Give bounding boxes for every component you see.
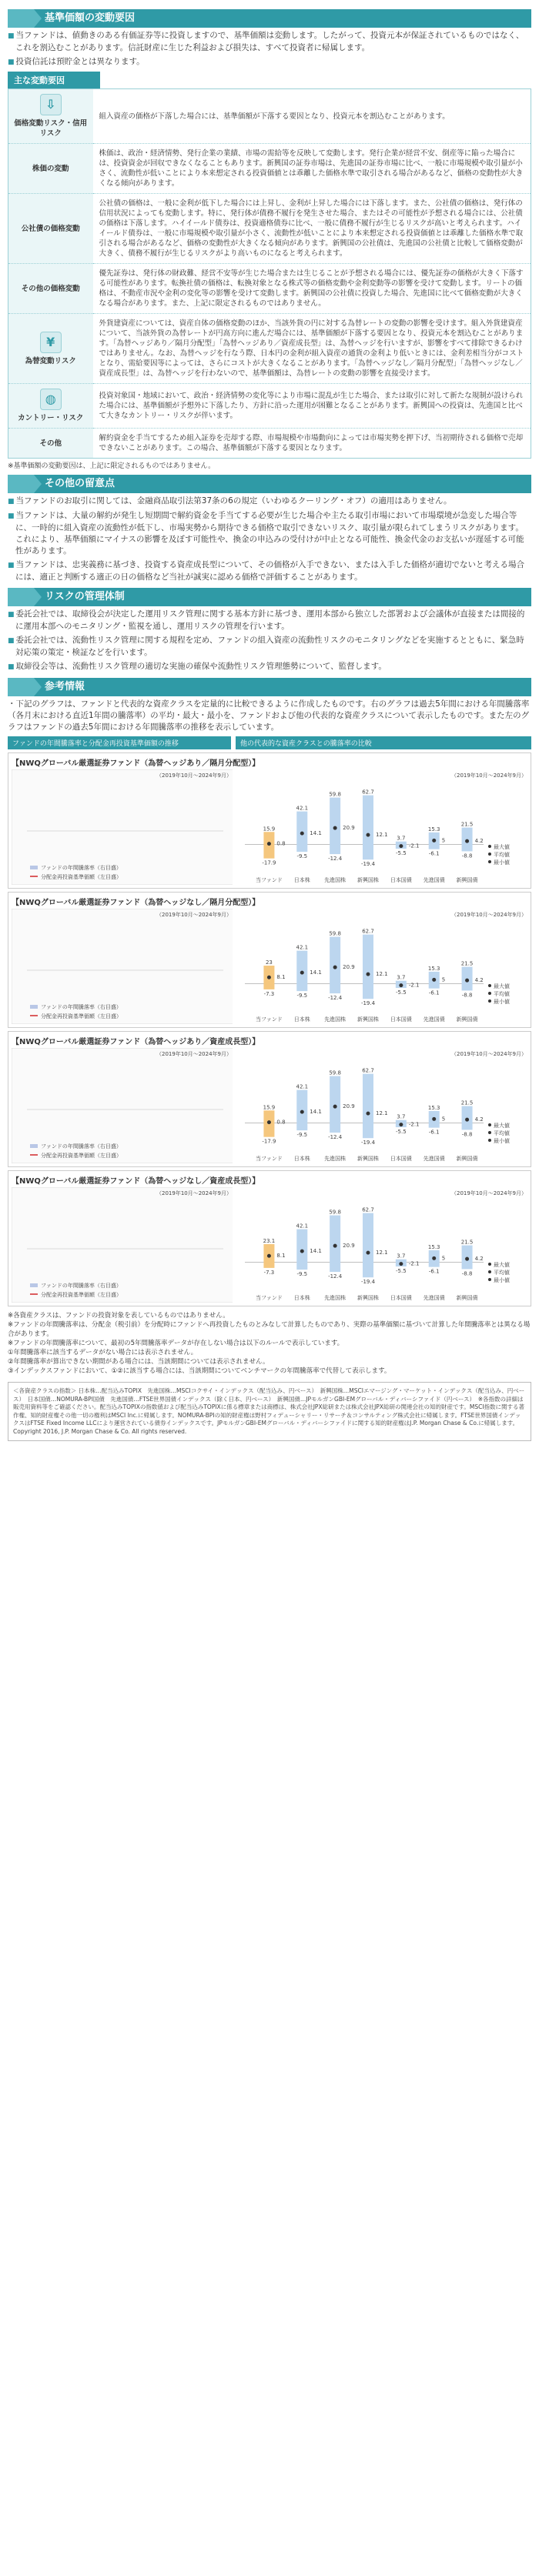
risk-name: 株価の変動 xyxy=(32,164,69,173)
category-label: 新興国株 xyxy=(357,1016,380,1023)
average-point xyxy=(400,1123,403,1126)
risk-description: 株価は、政治・経済情勢、発行企業の業績、市場の需給等を反映して変動します。発行企業が経営不安、倒産等に陥った場合には、投資資金が回収できなくなることもあります。新興国の証券市場は、先進国の証券市場に比べ、一般に市場規模や取引量が小さく、流動性が低いことにより本来想定される投資価値とは乖離した価格水準で取引される場合があるなど、価格の変動性が大きくなる傾向があります。 xyxy=(93,144,531,194)
legend-dot xyxy=(488,845,491,848)
max-label: 42.1 xyxy=(296,1083,309,1090)
min-label: -9.5 xyxy=(296,853,308,860)
avg-label: 14.1 xyxy=(310,830,323,837)
average-point xyxy=(465,839,469,843)
legend-label: ファンドの年間騰落率（右目盛） xyxy=(41,1283,122,1289)
min-label: -19.4 xyxy=(361,1279,376,1286)
bullet: ■ 取締役会等は、流動性リスク管理の適切な実施の確保や流動性リスク管理態勢について、監督します。 xyxy=(8,661,531,673)
min-label: -12.4 xyxy=(328,856,343,863)
risk-table-header: 主な変動要因 xyxy=(8,72,100,88)
footnote: ※各資産クラスは、ファンドの投資対象を表しているものではありません。 xyxy=(8,1312,229,1320)
legend-label: 最小値 xyxy=(494,999,511,1005)
avg-label: 5 xyxy=(442,976,446,983)
min-label: -17.9 xyxy=(262,1138,276,1145)
legend-label: 平均値 xyxy=(494,1270,511,1276)
risk-description: 解約資金を手当てするため組入証券を売却する際、市場規模や市場動向によっては市場実勢を押下げ、当初期待される価格で売却できないことがあります。この場合、基準価額が下落する要因となります。 xyxy=(93,429,531,459)
max-label: 21.5 xyxy=(461,1099,474,1106)
chart-title: 【NWQグローバル厳選証券ファンド（為替ヘッジなし／資産成長型）】 xyxy=(12,1177,260,1186)
average-point xyxy=(333,826,337,830)
average-point xyxy=(465,1257,469,1261)
section-header-risk-factors xyxy=(8,9,531,28)
average-point xyxy=(367,1112,370,1116)
average-point xyxy=(333,966,337,969)
chart-block xyxy=(8,1170,531,1306)
average-point xyxy=(433,978,437,982)
average-point xyxy=(267,842,271,846)
category-label: 新興国株 xyxy=(357,1295,380,1301)
risk-name: 為替変動リスク xyxy=(25,356,76,365)
max-label: 62.7 xyxy=(362,1206,375,1213)
category-label: 日本株 xyxy=(294,1295,311,1301)
average-point xyxy=(400,983,403,987)
legend-swatch-bar xyxy=(30,1283,38,1287)
risk-name-cell xyxy=(8,429,93,459)
avg-label: 0.8 xyxy=(276,840,286,847)
risk-name: 公社債の価格変動 xyxy=(21,224,80,233)
min-label: -5.5 xyxy=(396,1129,407,1136)
right-chart-tab: 他の代表的な資産クラスとの騰落率の比較 xyxy=(236,736,531,749)
average-point xyxy=(367,1251,370,1255)
avg-label: 8.1 xyxy=(276,974,286,981)
category-label: 新興国株 xyxy=(357,1156,380,1162)
category-label: 先進国債 xyxy=(424,877,446,883)
max-label: 42.1 xyxy=(296,1223,309,1230)
average-point xyxy=(300,1250,304,1253)
disclaimer: ＜各資産クラスの指数＞ 日本株…配当込みTOPIX 先進国株…MSCIコクサイ・インデックス（配当込み、円ベース） 新興国株…MSCIエマージング・マーケット・インデックス（配当込み、円ベース） 日本国債…NOMURA-BPI国債 先進国債…FTSE世界国債インデックス（除く日本、円ベース） 新興国債…JPモルガンGBI-EMグローバル・ディバーシファイド（円ベース） ※各指数の詳細は販売用資料等をご確認ください。配当込みTOPIXの指数値および配当込みTOPIXに係る標章または商標は、株式会社JPX総研または株式会社JPX総研の関連会社の知的財産です。MSCI指数に関する著作権、知的財産権その他一切の権利はMSCI Inc.に帰属します。NOMURA-BPIの知的財産権は野村フィデューシャリー・リサーチ＆コンサルティング株式会社に帰属します。FTSE世界国債インデックスはFTSE Fixed Income LLCにより運営されている債券インデックスです。JPモルガンGBI-EMグローバル・ディバーシファイドに関する知的財産権はJ.P. Morgan Chase & Co.に帰属します。 Copyright 2016, J.P. Morgan Chase & Co. All rights reserved. xyxy=(8,1382,531,1441)
chart-period: （2019年10月～2024年9月） xyxy=(156,1051,232,1057)
left-chart-tab: ファンドの年間騰落率と分配金再投資基準価額の推移 xyxy=(8,736,231,749)
range-bar xyxy=(363,1213,373,1278)
bullet: ■ 委託会社では、取締役会が決定した運用リスク管理に関する基本方針に基づき、運用本部から独立した部署および会議体が直接または間接的に運用本部へのモニタリング・監視を通し、運用リスクの管理を行います。 xyxy=(8,609,531,632)
category-label: 日本株 xyxy=(294,877,311,883)
bullet: ■ 当ファンドは、大量の解約が発生し短期間で解約資金を手当てする必要が生じた場合や主たる取引市場において市場環境が急変した場合等に、一時的に組入資産の流動性が低下し、市場実勢から期待できる価格で取引できないリスク、取引量が限られてしまうリスクがあります。これにより、基準価額にマイナスの影響を及ぼす可能性や、換金の申込みの受付けが中止となる可能性、換金代金のお支払いが遅延する可能性があります。 xyxy=(8,510,531,557)
min-label: -8.8 xyxy=(462,1270,473,1277)
avg-label: 5 xyxy=(442,837,446,844)
legend-label: 最大値 xyxy=(494,1262,511,1268)
legend-swatch-bar xyxy=(30,866,38,869)
range-bar xyxy=(363,1074,373,1139)
risk-row xyxy=(8,384,531,429)
category-label: 新興国債 xyxy=(456,1295,478,1301)
min-label: -6.1 xyxy=(429,989,440,996)
category-label: 新興国債 xyxy=(456,877,478,883)
avg-label: 14.1 xyxy=(310,1109,323,1116)
category-label: 新興国債 xyxy=(456,1016,478,1023)
risk-name-cell xyxy=(8,314,93,384)
avg-label: 20.9 xyxy=(343,1243,356,1250)
legend-dot xyxy=(488,1131,491,1134)
range-bar xyxy=(330,937,341,994)
avg-label: -2.1 xyxy=(409,1260,420,1267)
max-label: 15.9 xyxy=(263,1104,276,1111)
avg-label: 8.1 xyxy=(276,1253,286,1260)
legend-dot xyxy=(488,1139,491,1142)
legend-label: 最大値 xyxy=(494,844,511,850)
risk-note: ※基準価額の変動要因は、上記に限定されるものではありません。 xyxy=(8,462,216,470)
risk-name-cell xyxy=(8,194,93,264)
legend-label: 平均値 xyxy=(494,1130,511,1136)
legend-dot xyxy=(488,860,491,863)
avg-label: 4.2 xyxy=(474,838,484,845)
avg-label: 12.1 xyxy=(376,1250,388,1256)
chart-title: 【NWQグローバル厳選証券ファンド（為替ヘッジあり／資産成長型）】 xyxy=(12,1038,260,1046)
category-label: 新興国株 xyxy=(357,877,380,883)
average-point xyxy=(433,839,437,843)
max-label: 3.7 xyxy=(397,974,406,981)
category-label: 先進国株 xyxy=(324,1156,346,1162)
average-point xyxy=(433,1256,437,1260)
legend-dot xyxy=(488,1263,491,1266)
avg-label: 14.1 xyxy=(310,969,323,976)
avg-label: 20.9 xyxy=(343,825,356,832)
legend-swatch-bar xyxy=(30,1005,38,1009)
globe-icon: ◍ xyxy=(40,389,62,410)
max-label: 21.5 xyxy=(461,1239,474,1246)
average-point xyxy=(367,833,370,837)
max-label: 21.5 xyxy=(461,821,474,828)
section-header-risk-management xyxy=(8,588,531,606)
risk-description: 組入資産の価格が下落した場合には、基準価額が下落する要因となり、投資元本を割込むことがあります。 xyxy=(93,89,531,144)
avg-label: 20.9 xyxy=(343,1103,356,1110)
legend-dot xyxy=(488,984,491,987)
average-point xyxy=(267,1120,271,1124)
fund-history-chart xyxy=(12,909,233,1024)
risk-row xyxy=(8,314,531,384)
chart-period: （2019年10月～2024年9月） xyxy=(451,772,527,779)
legend-label: ファンドの年間騰落率（右目盛） xyxy=(41,1143,122,1150)
risk-description: 投資対象国・地域において、政治・経済情勢の変化等により市場に混乱が生じた場合、または取引に対して新たな規制が設けられた場合には、基準価額が予想外に下落したり、方針に沿った運用が困難となることがあります。新興国への投資は、先進国と比べて大きなカントリー・リスクが伴います。 xyxy=(93,384,531,429)
reference-intro: ・下記のグラフは、ファンドと代表的な資産クラスを定量的に比較できるように作成したものです。右のグラフは過去5年間における年間騰落率（各月末における直近1年間の騰落率）の平均・最大・最小を、ファンドおよび他の代表的な資産クラスについて表示したものです。また左のグラフはファンドの過去5年間における年間騰落率の推移を表示しています。 xyxy=(8,699,530,732)
avg-label: 5 xyxy=(442,1255,446,1262)
legend-dot xyxy=(488,853,491,856)
average-point xyxy=(433,1117,437,1121)
range-bar xyxy=(363,935,373,999)
average-point xyxy=(400,844,403,848)
average-point xyxy=(400,1262,403,1266)
max-label: 62.7 xyxy=(362,1067,375,1074)
category-label: 当ファンド xyxy=(256,1016,283,1023)
category-label: 先進国株 xyxy=(324,1016,346,1023)
max-label: 62.7 xyxy=(362,928,375,935)
category-label: 日本株 xyxy=(294,1156,311,1162)
footnote: ③インデックスファンドにおいて、①②に該当する場合には、当該期間についてベンチマークの年間騰落率で代替して表示します。 xyxy=(8,1367,391,1375)
category-label: 日本株 xyxy=(294,1016,311,1023)
avg-label: 4.2 xyxy=(474,977,484,984)
chart-tabs xyxy=(8,736,531,749)
min-label: -7.3 xyxy=(263,1269,275,1276)
min-label: -9.5 xyxy=(296,993,308,999)
range-bar xyxy=(330,798,341,855)
max-label: 23 xyxy=(266,959,273,966)
average-point xyxy=(267,976,271,979)
min-label: -19.4 xyxy=(361,1000,376,1007)
min-label: -8.8 xyxy=(462,1131,473,1138)
legend-label: 分配金再投資基準価額（左目盛） xyxy=(41,874,122,880)
min-label: -5.5 xyxy=(396,1268,407,1275)
risk-description: 外貨建資産については、資産自体の価格変動のほか、当該外貨の円に対する為替レートの変動の影響を受けます。組入外貨建資産について、当該外貨の為替レートが円高方向に進んだ場合には、基準価額が下落する要因となり、投資元本を割込むことがあります。「為替ヘッジあり／隔月分配型」「為替ヘッジあり／資産成長型」は、為替ヘッジを行いますが、影響をすべて排除できるわけではありません。なお、為替ヘッジを行なう際、日本円の金利が組入資産の通貨の金利より低いときには、金利差相当分がコストとなり、需給要因等によっては、さらにコストが大きくなることがあります。「為替ヘッジなし／隔月分配型」「為替ヘッジなし／資産成長型」は、為替ヘッジを行わないので、基準価額は、為替レートの変動の影響を直接受けます。 xyxy=(93,314,531,384)
average-point xyxy=(300,971,304,975)
risk-description: 優先証券は、発行体の財政難、経営不安等が生じた場合または生じることが予想される場合には、優先証券の価格が大きく下落する可能性があります。転換社債の価格は、転換対象となる株式等の価格変動や金利変動等の影響を受けて変動します。リートの価格は、不動産市況や金利の変化等の影響を受けて変動します。新興国の公社債に投資した場合、先進国に比べて価格変動が大きくなる場合があります。また、上記に限定されるものではありません。 xyxy=(93,264,531,314)
risk-name: カントリー・リスク xyxy=(18,414,84,422)
average-point xyxy=(465,979,469,983)
min-label: -9.5 xyxy=(296,1271,308,1278)
category-label: 先進国株 xyxy=(324,877,346,883)
risk-row xyxy=(8,429,531,459)
average-point xyxy=(300,1110,304,1114)
avg-label: 20.9 xyxy=(343,964,356,971)
category-label: 当ファンド xyxy=(256,877,283,883)
asset-class-comparison-chart xyxy=(237,1187,527,1303)
bullet: ■ 当ファンドは、値動きのある有価証券等に投資しますので、基準価額は変動します。したがって、投資元本が保証されているものではなく、これを割込むことがあります。信託財産に生じた利益および損失は、すべて投資者に帰属します。 xyxy=(8,30,531,54)
chart-period: （2019年10月～2024年9月） xyxy=(451,1051,527,1057)
chart-title: 【NWQグローバル厳選証券ファンド（為替ヘッジあり／隔月分配型）】 xyxy=(12,759,260,768)
bullet: ■ 投資信託は預貯金とは異なります。 xyxy=(8,56,531,68)
range-bar xyxy=(330,1076,341,1133)
min-label: -9.5 xyxy=(296,1132,308,1139)
footnote: ②年間騰落率が算出できない期間がある場合には、当該期間については表示されません。 xyxy=(8,1358,270,1366)
avg-label: -2.1 xyxy=(409,982,420,989)
legend-label: 平均値 xyxy=(494,991,511,997)
risk-name-cell xyxy=(8,384,93,429)
section-title: 参考情報 xyxy=(45,681,85,692)
footnote: ※ファンドの年間騰落率について、最初の5年間騰落率データが存在しない場合は以下のルールで表示しています。 xyxy=(8,1340,344,1347)
footnote: ①年間騰落率に該当するデータがない場合には表示されません。 xyxy=(8,1349,198,1356)
asset-class-comparison-chart xyxy=(237,909,527,1024)
fund-history-chart xyxy=(12,1048,233,1163)
legend-label: 最小値 xyxy=(494,1277,511,1283)
max-label: 42.1 xyxy=(296,805,309,812)
max-label: 3.7 xyxy=(397,835,406,842)
chart-period: （2019年10月～2024年9月） xyxy=(451,912,527,918)
legend-label: 最小値 xyxy=(494,859,511,866)
bullet: ■ 委託会社では、流動性リスク管理に関する規程を定め、ファンドの組入資産の流動性リスクのモニタリングなどを実施するとともに、緊急時対応策の策定・検証などを行います。 xyxy=(8,635,531,659)
min-label: -7.3 xyxy=(263,990,275,997)
section-title: その他の留意点 xyxy=(45,478,116,489)
avg-label: -2.1 xyxy=(409,1121,420,1128)
average-point xyxy=(333,1244,337,1248)
max-label: 3.7 xyxy=(397,1113,406,1120)
max-label: 15.3 xyxy=(428,965,440,972)
fund-history-chart xyxy=(12,1187,233,1303)
category-label: 先進国債 xyxy=(424,1156,446,1162)
avg-label: 4.2 xyxy=(474,1256,484,1263)
chart-down-icon: ⇩ xyxy=(40,94,62,115)
legend-dot xyxy=(488,999,491,1003)
max-label: 15.3 xyxy=(428,1104,440,1111)
bullet: ■ 当ファンドは、忠実義務に基づき、投資する資産成長型について、その価格が入手できない、または入手した価格が適切でないと考える場合には、適正と判断する適正の日の価格など当社が誠実に認める価格で評価することがあります。 xyxy=(8,559,531,583)
legend-dot xyxy=(488,992,491,995)
yen-icon: ¥ xyxy=(40,332,62,353)
risk-row xyxy=(8,264,531,314)
legend-dot xyxy=(488,1278,491,1281)
legend-label: 分配金再投資基準価額（左目盛） xyxy=(41,1153,122,1159)
min-label: -6.1 xyxy=(429,1129,440,1136)
category-label: 当ファンド xyxy=(256,1295,283,1301)
avg-label: 12.1 xyxy=(376,971,388,978)
avg-label: 4.2 xyxy=(474,1116,484,1123)
risk-name-cell xyxy=(8,89,93,144)
legend-swatch-bar xyxy=(30,1144,38,1148)
max-label: 15.3 xyxy=(428,826,440,833)
avg-label: -2.1 xyxy=(409,843,420,849)
min-label: -12.4 xyxy=(328,1134,343,1141)
category-label: 先進国債 xyxy=(424,1016,446,1023)
min-label: -19.4 xyxy=(361,1140,376,1146)
fund-history-chart xyxy=(12,769,233,885)
asset-class-comparison-chart xyxy=(237,1048,527,1163)
average-point xyxy=(300,832,304,836)
risk-name: その他の価格変動 xyxy=(21,284,80,293)
max-label: 42.1 xyxy=(296,944,309,951)
average-point xyxy=(267,1254,271,1258)
max-label: 59.8 xyxy=(329,1209,342,1216)
footnote: ※ファンドの年間騰落率は、分配金（税引前）を分配時にファンドへ再投資したものとみなして計算したものであり、実際の基準価額に基づいて計算した年間騰落率とは異なる場合があります。 xyxy=(8,1321,531,1338)
legend-label: 最小値 xyxy=(494,1138,511,1144)
range-bar xyxy=(330,1216,341,1273)
legend-dot xyxy=(488,1270,491,1273)
risk-name-cell xyxy=(8,264,93,314)
min-label: -6.1 xyxy=(429,850,440,857)
avg-label: 0.8 xyxy=(276,1119,286,1126)
max-label: 59.8 xyxy=(329,791,342,798)
charts-container xyxy=(8,752,531,1306)
average-point xyxy=(465,1118,469,1122)
legend-dot xyxy=(488,1123,491,1126)
max-label: 21.5 xyxy=(461,960,474,967)
legend-label: 分配金再投資基準価額（左目盛） xyxy=(41,1292,122,1298)
min-label: -17.9 xyxy=(262,859,276,866)
risk-row xyxy=(8,144,531,194)
section-title: 基準価額の変動要因 xyxy=(45,12,136,24)
chart-period: （2019年10月～2024年9月） xyxy=(156,772,232,779)
max-label: 62.7 xyxy=(362,789,375,796)
max-label: 3.7 xyxy=(397,1253,406,1260)
category-label: 当ファンド xyxy=(256,1156,283,1162)
average-point xyxy=(333,1105,337,1109)
avg-label: 12.1 xyxy=(376,1110,388,1117)
category-label: 日本国債 xyxy=(390,1016,413,1023)
average-point xyxy=(367,973,370,976)
footnotes xyxy=(8,1311,531,1376)
legend-label: 最大値 xyxy=(494,983,511,989)
category-label: 日本国債 xyxy=(390,1156,413,1162)
legend-label: 最大値 xyxy=(494,1123,511,1129)
category-label: 日本国債 xyxy=(390,1295,413,1301)
chart-period: （2019年10月～2024年9月） xyxy=(451,1190,527,1196)
max-label: 59.8 xyxy=(329,930,342,937)
category-label: 新興国債 xyxy=(456,1156,478,1162)
min-label: -6.1 xyxy=(429,1268,440,1275)
chart-period: （2019年10月～2024年9月） xyxy=(156,1190,232,1196)
section-title: リスクの管理体制 xyxy=(45,591,125,602)
bullet: ■ 当ファンドのお取引に関しては、金融商品取引法第37条の6の規定（いわゆるクーリング・オフ）の適用はありません。 xyxy=(8,496,531,508)
min-label: -8.8 xyxy=(462,853,473,859)
min-label: -8.8 xyxy=(462,992,473,999)
max-label: 23.1 xyxy=(263,1237,276,1244)
chart-period: （2019年10月～2024年9月） xyxy=(156,912,232,918)
risk-name: その他 xyxy=(39,439,62,448)
legend-label: ファンドの年間騰落率（右目盛） xyxy=(41,865,122,871)
risk-row xyxy=(8,194,531,264)
min-label: -19.4 xyxy=(361,861,376,868)
max-label: 59.8 xyxy=(329,1069,342,1076)
risk-description: 公社債の価格は、一般に金利が低下した場合には上昇し、金利が上昇した場合には下落します。また、公社債の価格は、発行体の信用状況によっても変動します。特に、発行体が債務不履行を発生させた場合、またはその可能性が予想される場合には、公社債の価格は下落します。ハイイールド債券は、投資適格債券に比べ、一般に債務不履行が生じるリスクが高いと考えられます。ハイイールド債券は、一般に市場規模や取引量が小さく、流動性が低いことにより本来想定される投資価値とは乖離した価格水準で取引される場合があるなど、価格の変動性が大きくなる傾向があります。新興国の公社債は、先進国の公社債と比較して価格変動が大きく、債務不履行が生じるリスクがより高いものになると考えられます。 xyxy=(93,194,531,264)
chart-title: 【NWQグローバル厳選証券ファンド（為替ヘッジなし／隔月分配型）】 xyxy=(12,899,260,907)
range-bar xyxy=(363,796,373,860)
category-label: 先進国株 xyxy=(324,1295,346,1301)
legend-label: ファンドの年間騰落率（右目盛） xyxy=(41,1004,122,1010)
asset-class-comparison-chart xyxy=(237,769,527,885)
risk-row xyxy=(8,89,531,144)
avg-label: 14.1 xyxy=(310,1248,323,1255)
min-label: -12.4 xyxy=(328,995,343,1002)
section-header-reference xyxy=(8,678,531,696)
max-label: 15.3 xyxy=(428,1243,440,1250)
legend-label: 平均値 xyxy=(494,852,511,858)
section-header-notes xyxy=(8,475,531,493)
risk-name: 価格変動リスク・信用リスク xyxy=(14,119,88,138)
chart-block xyxy=(8,1031,531,1167)
chart-block xyxy=(8,892,531,1028)
legend-label: 分配金再投資基準価額（左目盛） xyxy=(41,1013,122,1019)
min-label: -5.5 xyxy=(396,989,407,996)
avg-label: 5 xyxy=(442,1116,446,1123)
category-label: 先進国債 xyxy=(424,1295,446,1301)
min-label: -5.5 xyxy=(396,850,407,857)
avg-label: 12.1 xyxy=(376,832,388,839)
max-label: 15.9 xyxy=(263,826,276,833)
min-label: -12.4 xyxy=(328,1273,343,1280)
chart-block xyxy=(8,752,531,889)
risk-table xyxy=(8,88,531,459)
category-label: 日本国債 xyxy=(390,877,413,883)
risk-name-cell xyxy=(8,144,93,194)
